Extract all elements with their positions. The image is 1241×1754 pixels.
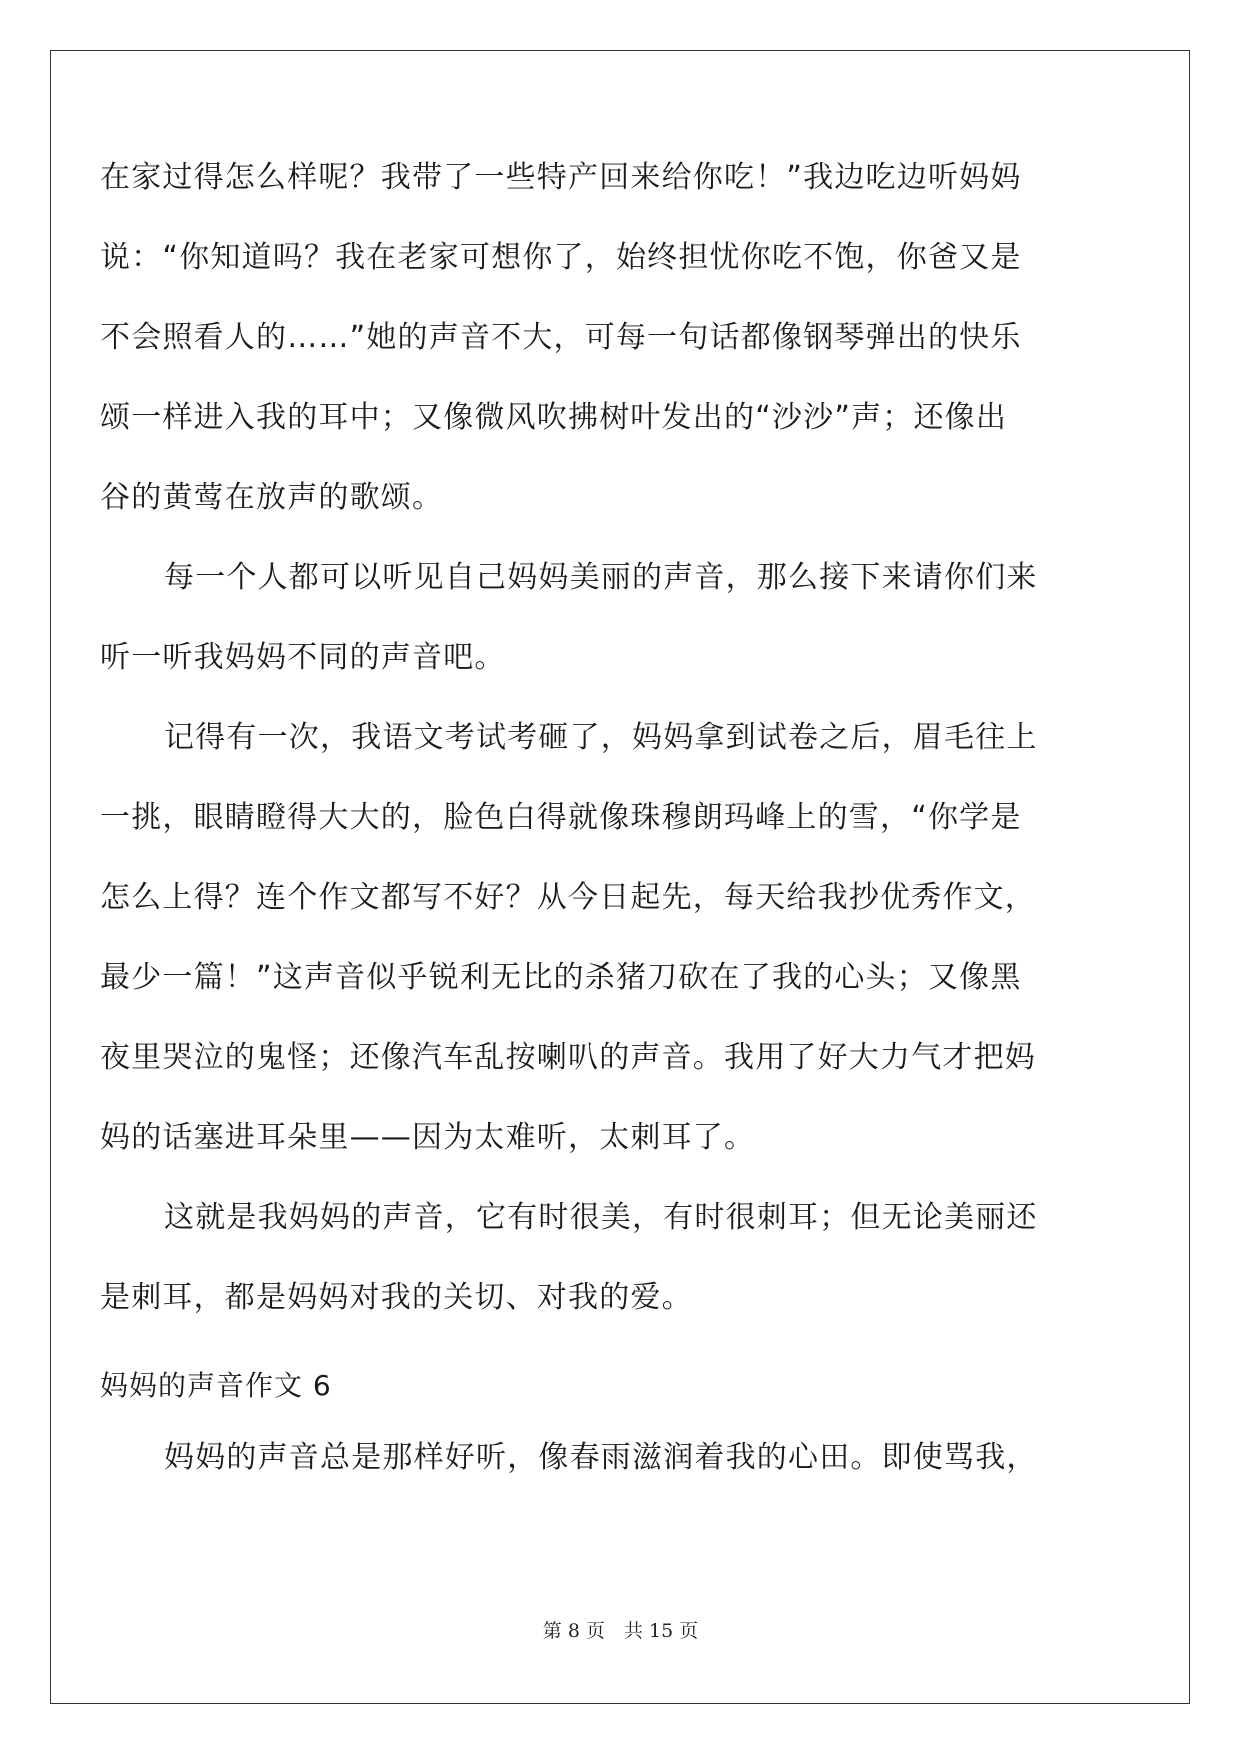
page-number-footer: 第 8 页 共 15 页 [542, 1620, 699, 1642]
text-line: 在家过得怎么样呢？我带了一些特产回来给你吃！”我边吃边听妈妈 [100, 160, 1022, 195]
paragraph-first-line: 妈妈的声音总是那样好听，像春雨滋润着我的心田。即使骂我， [164, 1440, 1038, 1475]
text-line: 是刺耳，都是妈妈对我的关切、对我的爱。 [100, 1280, 693, 1315]
text-line: 说：“你知道吗？我在老家可想你了，始终担忧你吃不饱，你爸又是 [100, 240, 1022, 275]
paragraph-first-line: 这就是我妈妈的声音，它有时很美，有时很刺耳；但无论美丽还 [164, 1200, 1038, 1235]
section-heading: 妈妈的声音作文 6 [100, 1369, 332, 1402]
paragraph-first-line: 每一个人都可以听见自己妈妈美丽的声音，那么接下来请你们来 [164, 560, 1038, 595]
text-line: 最少一篇！”这声音似乎锐利无比的杀猪刀砍在了我的心头；又像黑 [100, 960, 1022, 995]
paragraph-first-line: 记得有一次，我语文考试考砸了，妈妈拿到试卷之后，眉毛往上 [164, 720, 1038, 755]
document-body [100, 140, 1140, 1500]
text-line: 谷的黄莺在放声的歌颂。 [100, 480, 444, 515]
text-line: 夜里哭泣的鬼怪；还像汽车乱按喇叭的声音。我用了好大力气才把妈 [100, 1040, 1036, 1075]
text-line: 不会照看人的……”她的声音不大，可每一句话都像钢琴弹出的快乐 [100, 320, 1022, 355]
text-line: 怎么上得？连个作文都写不好？从今日起先，每天给我抄优秀作文， [100, 880, 1036, 915]
text-line: 听一听我妈妈不同的声音吧。 [100, 640, 506, 675]
text-line: 一挑，眼睛瞪得大大的，脸色白得就像珠穆朗玛峰上的雪，“你学是 [100, 800, 1022, 835]
text-line: 妈的话塞进耳朵里——因为太难听，太刺耳了。 [100, 1120, 756, 1155]
text-line: 颂一样进入我的耳中；又像微风吹拂树叶发出的“沙沙”声；还像出 [100, 400, 1008, 435]
